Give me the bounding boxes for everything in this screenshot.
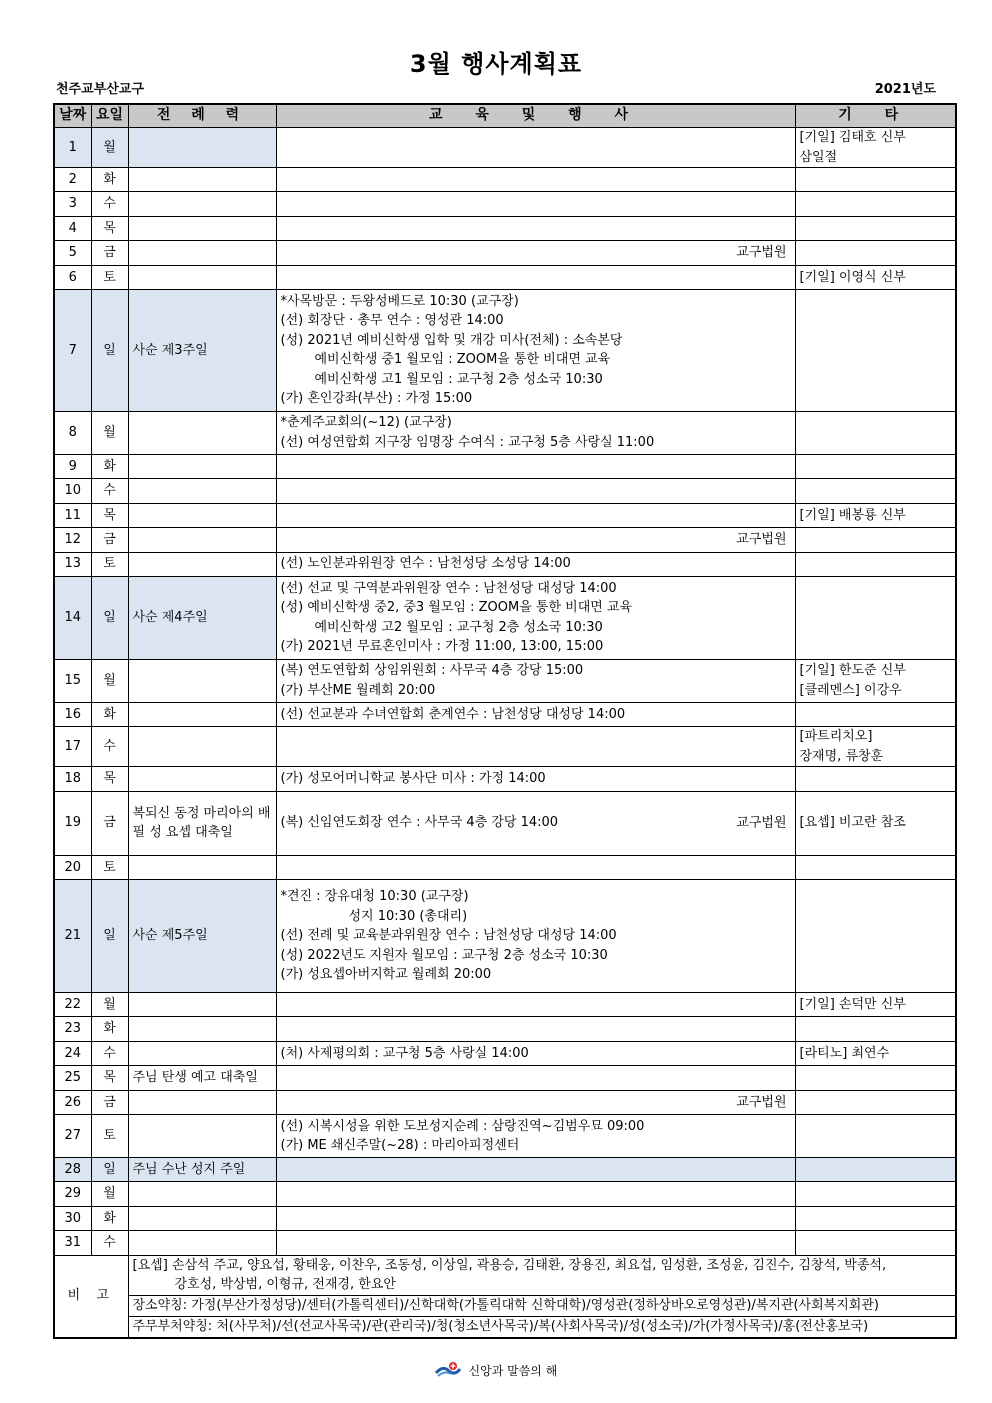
dow-cell: 토 [91, 265, 128, 289]
liturgy-cell [128, 552, 276, 576]
dow-cell: 화 [91, 1206, 128, 1230]
other-cell [795, 552, 956, 576]
events-cell [276, 1017, 795, 1041]
liturgy-cell [128, 1017, 276, 1041]
dow-cell: 화 [91, 1017, 128, 1041]
date-cell: 19 [54, 791, 91, 855]
events-cell [276, 880, 795, 993]
day-row [54, 1182, 956, 1206]
liturgy-cell [128, 528, 276, 552]
date-cell: 5 [54, 241, 91, 265]
other-cell [795, 265, 956, 289]
date-cell: 6 [54, 265, 91, 289]
dow-cell: 수 [91, 479, 128, 503]
event-line: (처) 사제평의회 : 교구청 5층 사랑실 14:00 [280, 1045, 529, 1061]
event-line: (복) 연도연합회 상임위원회 : 사무국 4층 강당 15:00 [280, 663, 584, 679]
events-cell [276, 702, 795, 726]
other-cell [795, 993, 956, 1017]
events-cell [276, 1206, 795, 1230]
event-line: (선) 선교 및 구역분과위원장 연수 : 남천성당 대성당 14:00 [280, 580, 617, 596]
events-cell [276, 216, 795, 240]
liturgy-cell [128, 1182, 276, 1206]
day-row [54, 128, 956, 168]
date-cell: 14 [54, 576, 91, 659]
other-cell [795, 454, 956, 478]
day-row [54, 727, 956, 767]
other-line: [요셉] 비고란 참조 [799, 815, 906, 831]
dow-cell: 월 [91, 1182, 128, 1206]
date-cell: 22 [54, 993, 91, 1017]
liturgy-cell [128, 241, 276, 265]
other-cell [795, 1206, 956, 1230]
events-cell [276, 1115, 795, 1158]
event-line: (선) 선교분과 수녀연합회 춘계연수 : 남천성당 대성당 14:00 [280, 706, 626, 722]
day-row [54, 479, 956, 503]
other-cell [795, 168, 956, 192]
events-cell [276, 128, 795, 168]
other-cell [795, 791, 956, 855]
other-cell [795, 1041, 956, 1065]
liturgy-cell [128, 503, 276, 527]
other-line: 장재명, 류창훈 [799, 748, 884, 764]
liturgy-cell: 복되신 동정 마리아의 배필 성 요셉 대축일 [128, 791, 276, 855]
other-cell [795, 1090, 956, 1114]
liturgy-cell: 사순 제5주일 [128, 880, 276, 993]
date-cell: 4 [54, 216, 91, 240]
liturgy-cell [128, 1041, 276, 1065]
event-line: (가) ME 쇄신주말(~28) : 마리아피정센터 [280, 1138, 520, 1154]
schedule-table [53, 103, 957, 1339]
events-cell [276, 168, 795, 192]
date-cell: 27 [54, 1115, 91, 1158]
other-line: [기일] 김태호 신부 [799, 130, 906, 145]
day-row [54, 1158, 956, 1182]
events-cell [276, 993, 795, 1017]
date-cell: 1 [54, 128, 91, 168]
other-cell [795, 702, 956, 726]
day-row [54, 1090, 956, 1114]
day-row [54, 216, 956, 240]
dow-cell: 수 [91, 727, 128, 767]
events-cell [276, 1066, 795, 1090]
date-cell: 23 [54, 1017, 91, 1041]
other-cell [795, 1115, 956, 1158]
other-cell [795, 1231, 956, 1255]
events-cell [276, 503, 795, 527]
date-cell: 18 [54, 767, 91, 791]
other-line: [클레멘스] 이강우 [799, 682, 902, 698]
day-row [54, 855, 956, 879]
dow-cell: 목 [91, 1066, 128, 1090]
event-line: 예비신학생 중1 월모임 : ZOOM을 통한 비대면 교육 [314, 352, 611, 368]
events-cell [276, 1182, 795, 1206]
events-cell [276, 767, 795, 791]
day-row [54, 791, 956, 855]
event-line: (복) 신임연도회장 연수 : 사무국 4층 강당 14:00 [280, 815, 559, 831]
day-row [54, 1115, 956, 1158]
event-line: (성) 2021년 예비신학생 입학 및 개강 미사(전체) : 소속본당 [280, 332, 623, 348]
date-cell: 15 [54, 659, 91, 702]
court-label: 교구법원 [736, 532, 787, 548]
liturgy-cell: 주님 수난 성지 주일 [128, 1158, 276, 1182]
header-events: 교 육 및 행 사 [276, 104, 795, 128]
event-line: (성) 예비신학생 중2, 중3 월모임 : ZOOM을 통한 비대면 교육 [280, 600, 633, 616]
liturgy-cell [128, 1090, 276, 1114]
dow-cell: 수 [91, 1041, 128, 1065]
day-row [54, 1041, 956, 1065]
other-line: 삼일절 [799, 149, 838, 165]
court-label: 교구법원 [736, 815, 787, 831]
event-line: (가) 성요셉아버지학교 월례회 20:00 [280, 967, 492, 983]
other-cell [795, 503, 956, 527]
day-row [54, 1017, 956, 1041]
footer-text: 신앙과 말씀의 해 [468, 1364, 558, 1378]
other-line: [기일] 배봉룡 신부 [799, 507, 906, 523]
event-line: (성) 2022년도 지원자 월모임 : 교구청 2층 성소국 10:30 [280, 947, 608, 963]
dow-cell: 토 [91, 855, 128, 879]
notes-label: 비 고 [54, 1255, 128, 1338]
liturgy-cell [128, 128, 276, 168]
event-line: (가) 혼인강좌(부산) : 가정 15:00 [280, 391, 473, 407]
liturgy-cell [128, 659, 276, 702]
events-cell [276, 265, 795, 289]
dow-cell: 월 [91, 128, 128, 168]
liturgy-cell: 주님 탄생 예고 대축일 [128, 1066, 276, 1090]
other-line: [파트리치오] [799, 729, 873, 745]
dow-cell: 금 [91, 791, 128, 855]
event-line: *사목방문 : 두왕성베드로 10:30 (교구장) [280, 293, 519, 309]
liturgy-cell [128, 767, 276, 791]
year-label: 2021년도 [874, 82, 936, 97]
dow-cell: 목 [91, 767, 128, 791]
day-row [54, 576, 956, 659]
liturgy-cell [128, 216, 276, 240]
events-cell [276, 727, 795, 767]
event-line: (가) 부산ME 월례회 20:00 [280, 682, 436, 698]
notes-places: 장소약칭: 가정(부산가정성당)/센터(가톨릭센터)/신학대학(가톨릭대학 신학대학)/영성관(정하상바오로영성관)/복지관(사회복지회관) [128, 1295, 956, 1316]
day-row [54, 993, 956, 1017]
day-row [54, 1066, 956, 1090]
day-row [54, 528, 956, 552]
date-cell: 17 [54, 727, 91, 767]
date-cell: 3 [54, 192, 91, 216]
liturgy-cell [128, 727, 276, 767]
date-cell: 2 [54, 168, 91, 192]
date-cell: 25 [54, 1066, 91, 1090]
notes-depts: 주무부처약칭: 처(사무처)/선(선교사목국)/관(관리국)/청(청소년사목국)/복(사회사목국)/성(성소국)/가(가정사목국)/홍(전산홍보국) [128, 1316, 956, 1338]
date-cell: 13 [54, 552, 91, 576]
date-cell: 11 [54, 503, 91, 527]
event-line: 성지 10:30 (총대리) [348, 908, 468, 924]
other-line: [기일] 이영식 신부 [799, 269, 906, 285]
other-line: [기일] 손덕만 신부 [799, 997, 906, 1013]
day-row [54, 503, 956, 527]
date-cell: 30 [54, 1206, 91, 1230]
day-row [54, 1206, 956, 1230]
date-cell: 28 [54, 1158, 91, 1182]
other-cell [795, 216, 956, 240]
dow-cell: 일 [91, 1158, 128, 1182]
other-cell [795, 1066, 956, 1090]
header-dow: 요일 [91, 104, 128, 128]
events-cell [276, 479, 795, 503]
day-row [54, 880, 956, 993]
events-cell [276, 411, 795, 454]
notes-joseph-line2: 강호성, 박상범, 이형규, 전재경, 한요안 [174, 1277, 396, 1293]
other-cell [795, 880, 956, 993]
dow-cell: 월 [91, 411, 128, 454]
events-cell [276, 454, 795, 478]
day-row [54, 168, 956, 192]
other-cell [795, 727, 956, 767]
dow-cell: 일 [91, 576, 128, 659]
dow-cell: 화 [91, 702, 128, 726]
liturgy-cell [128, 702, 276, 726]
liturgy-cell [128, 168, 276, 192]
date-cell: 9 [54, 454, 91, 478]
other-line: [기일] 한도준 신부 [799, 663, 906, 679]
date-cell: 26 [54, 1090, 91, 1114]
dow-cell: 월 [91, 993, 128, 1017]
organization-name: 천주교부산교구 [56, 82, 144, 97]
liturgy-cell [128, 993, 276, 1017]
liturgy-cell [128, 855, 276, 879]
day-row [54, 702, 956, 726]
liturgy-cell [128, 1206, 276, 1230]
date-cell: 31 [54, 1231, 91, 1255]
liturgy-cell [128, 1231, 276, 1255]
other-cell [795, 1182, 956, 1206]
other-cell [795, 192, 956, 216]
date-cell: 12 [54, 528, 91, 552]
events-cell [276, 1158, 795, 1182]
events-cell [276, 1231, 795, 1255]
notes-joseph [128, 1255, 956, 1295]
court-label: 교구법원 [736, 245, 787, 261]
date-cell: 29 [54, 1182, 91, 1206]
liturgy-cell: 사순 제4주일 [128, 576, 276, 659]
event-line: (선) 전례 및 교육분과위원장 연수 : 남천성당 대성당 14:00 [280, 928, 617, 944]
other-cell [795, 659, 956, 702]
other-cell [795, 241, 956, 265]
event-line: (선) 시복시성을 위한 도보성지순례 : 삼랑진역~김범우묘 09:00 [280, 1118, 645, 1134]
day-row [54, 241, 956, 265]
other-cell [795, 528, 956, 552]
day-row [54, 289, 956, 411]
dow-cell: 일 [91, 880, 128, 993]
events-cell [276, 528, 795, 552]
event-line: 예비신학생 고1 월모임 : 교구청 2층 성소국 10:30 [314, 371, 603, 387]
day-row [54, 411, 956, 454]
events-cell [276, 855, 795, 879]
event-line: *견진 : 장유대청 10:30 (교구장) [280, 889, 469, 905]
footer [0, 1361, 992, 1382]
events-cell [276, 552, 795, 576]
events-cell [276, 1041, 795, 1065]
day-row [54, 659, 956, 702]
other-cell [795, 128, 956, 168]
liturgy-cell [128, 411, 276, 454]
event-line: (가) 성모어머니학교 봉사단 미사 : 가정 14:00 [280, 771, 546, 787]
date-cell: 24 [54, 1041, 91, 1065]
header-date: 날짜 [54, 104, 91, 128]
header-liturgy: 전 례 력 [128, 104, 276, 128]
event-line: (선) 회장단 · 총무 연수 : 영성관 14:00 [280, 313, 504, 329]
date-cell: 10 [54, 479, 91, 503]
dow-cell: 수 [91, 1231, 128, 1255]
dow-cell: 화 [91, 168, 128, 192]
other-line: [라티노] 최연수 [799, 1045, 890, 1061]
events-cell [276, 659, 795, 702]
day-row [54, 192, 956, 216]
other-cell [795, 767, 956, 791]
event-line: (가) 2021년 무료혼인미사 : 가정 11:00, 13:00, 15:00 [280, 639, 604, 655]
dow-cell: 토 [91, 552, 128, 576]
events-cell [276, 576, 795, 659]
event-line: *춘계주교회의(~12) (교구장) [280, 415, 452, 431]
header-row [54, 104, 956, 128]
date-cell: 21 [54, 880, 91, 993]
court-label: 교구법원 [736, 1094, 787, 1110]
header-other: 기 타 [795, 104, 956, 128]
year-logo-icon [435, 1361, 461, 1382]
liturgy-cell [128, 479, 276, 503]
liturgy-cell [128, 1115, 276, 1158]
other-cell [795, 411, 956, 454]
dow-cell: 토 [91, 1115, 128, 1158]
notes-joseph-line1: [요셉] 손삼석 주교, 양요섭, 황태웅, 이찬우, 조동성, 이상일, 곽용승, 김태환, 장용진, 최요섭, 임성환, 조성윤, 김진수, 김창석, 박종석, [132, 1257, 887, 1273]
other-cell [795, 855, 956, 879]
other-cell [795, 1017, 956, 1041]
event-line: (선) 여성연합회 지구장 임명장 수여식 : 교구청 5층 사랑실 11:00 [280, 434, 655, 450]
day-row [54, 454, 956, 478]
other-cell [795, 289, 956, 411]
liturgy-cell: 사순 제3주일 [128, 289, 276, 411]
events-cell [276, 1090, 795, 1114]
date-cell: 8 [54, 411, 91, 454]
day-row [54, 552, 956, 576]
liturgy-cell [128, 454, 276, 478]
day-row [54, 1231, 956, 1255]
dow-cell: 금 [91, 241, 128, 265]
dow-cell: 월 [91, 659, 128, 702]
dow-cell: 화 [91, 454, 128, 478]
other-cell [795, 576, 956, 659]
events-cell [276, 791, 795, 855]
dow-cell: 수 [91, 192, 128, 216]
dow-cell: 금 [91, 1090, 128, 1114]
dow-cell: 일 [91, 289, 128, 411]
page-title: 3월 행사계획표 [409, 50, 583, 78]
date-cell: 20 [54, 855, 91, 879]
other-cell [795, 1158, 956, 1182]
event-line: 예비신학생 고2 월모임 : 교구청 2층 성소국 10:30 [314, 619, 603, 635]
liturgy-cell [128, 192, 276, 216]
dow-cell: 금 [91, 528, 128, 552]
day-row [54, 767, 956, 791]
dow-cell: 목 [91, 503, 128, 527]
dow-cell: 목 [91, 216, 128, 240]
date-cell: 16 [54, 702, 91, 726]
notes-row [54, 1255, 956, 1295]
liturgy-cell [128, 265, 276, 289]
events-cell [276, 289, 795, 411]
event-line: (선) 노인분과위원장 연수 : 남천성당 소성당 14:00 [280, 556, 571, 572]
day-row [54, 265, 956, 289]
date-cell: 7 [54, 289, 91, 411]
events-cell [276, 241, 795, 265]
events-cell [276, 192, 795, 216]
other-cell [795, 479, 956, 503]
